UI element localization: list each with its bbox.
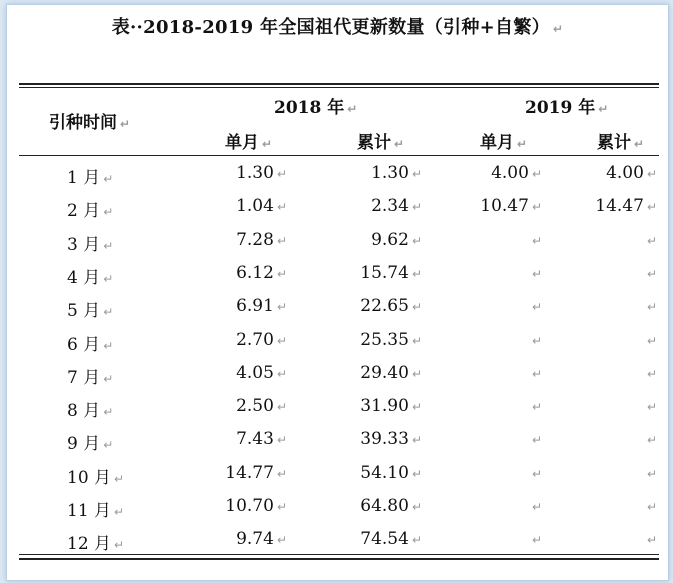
paragraph-mark-icon: ↵ (276, 300, 287, 315)
paragraph-mark-icon: ↵ (646, 266, 657, 281)
paragraph-mark-icon: ↵ (646, 200, 657, 215)
monthly-2019-cell (462, 429, 542, 449)
cumulative-2018-cell-text: 29.40 (360, 362, 409, 383)
monthly-2018-cell-text: 6.12 (236, 262, 274, 283)
header-rule (19, 155, 659, 156)
year-2019-header-text: 2019 年 (525, 98, 596, 118)
cumulative-2019-cell (567, 396, 657, 416)
paragraph-mark-icon: ↵ (646, 366, 657, 381)
monthly-2018-cell (207, 363, 287, 383)
cumulative-2018-cell-text: 1.30 (371, 163, 409, 183)
month-cell (67, 263, 137, 288)
paragraph-mark-icon: ↵ (646, 300, 657, 315)
monthly-2019-cell (462, 230, 542, 250)
paragraph-mark-icon: ↵ (634, 137, 645, 151)
paragraph-mark-icon: ↵ (103, 438, 114, 453)
year-2018-header (274, 93, 357, 118)
year-2018-header-text: 2018 年 (274, 98, 345, 118)
monthly-2019-header (480, 128, 527, 153)
month-cell (67, 463, 137, 488)
paragraph-mark-icon: ↵ (531, 366, 542, 381)
paragraph-mark-icon: ↵ (276, 233, 287, 248)
month-cell (67, 296, 137, 321)
cumulative-2018-cell-text: 74.54 (360, 529, 409, 550)
monthly-2018-cell-text: 14.77 (225, 462, 274, 483)
paragraph-mark-icon: ↵ (646, 466, 657, 481)
paragraph-mark-icon: ↵ (646, 167, 657, 181)
cumulative-2018-cell (332, 496, 422, 516)
cumulative-2018-cell (332, 429, 422, 449)
cumulative-2018-header-text: 累计 (357, 133, 391, 153)
cumulative-2018-cell (332, 463, 422, 483)
cumulative-2019-cell (567, 296, 657, 316)
cumulative-2018-cell-text: 22.65 (360, 296, 409, 317)
cumulative-2018-cell-text: 54.10 (360, 462, 409, 483)
paragraph-mark-icon: ↵ (646, 233, 657, 248)
monthly-2018-cell-text: 6.91 (236, 296, 274, 317)
paragraph-mark-icon: ↵ (598, 102, 609, 116)
paragraph-mark-icon: ↵ (531, 167, 542, 181)
paragraph-mark-icon: ↵ (103, 205, 114, 220)
monthly-2018-cell-text: 7.28 (236, 229, 274, 250)
cumulative-2018-cell-text: 25.35 (360, 329, 409, 350)
paragraph-mark-icon: ↵ (531, 433, 542, 448)
monthly-2018-cell-text: 4.05 (236, 362, 274, 383)
month-cell-text: 1 月 (67, 168, 101, 188)
year-2019-header (525, 93, 608, 118)
monthly-2019-cell (462, 496, 542, 516)
cumulative-2018-cell (332, 163, 422, 183)
paragraph-mark-icon: ↵ (531, 266, 542, 281)
month-cell-text: 7 月 (67, 367, 101, 388)
cumulative-2018-header (357, 128, 404, 153)
paragraph-mark-icon: ↵ (646, 333, 657, 348)
paragraph-mark-icon: ↵ (276, 466, 287, 481)
cumulative-2018-cell-text: 39.33 (360, 429, 409, 450)
cumulative-2019-cell (567, 363, 657, 383)
monthly-2018-header-text: 单月 (225, 133, 259, 153)
table-top-rule (19, 83, 659, 85)
paragraph-mark-icon: ↵ (103, 172, 114, 186)
monthly-2018-cell-text: 1.04 (236, 196, 274, 217)
monthly-2019-cell (462, 296, 542, 316)
paragraph-mark-icon: ↵ (276, 533, 287, 548)
monthly-2018-cell-text: 2.50 (236, 396, 274, 417)
paragraph-mark-icon: ↵ (276, 167, 287, 181)
paragraph-mark-icon: ↵ (531, 400, 542, 415)
cumulative-2019-cell-text: 4.00 (606, 163, 644, 183)
monthly-2018-cell (207, 496, 287, 516)
paragraph-mark-icon: ↵ (411, 533, 422, 548)
monthly-2019-cell (462, 529, 542, 549)
paragraph-mark-icon: ↵ (531, 233, 542, 248)
monthly-2019-cell (462, 263, 542, 283)
paragraph-mark-icon: ↵ (411, 500, 422, 514)
cumulative-2018-cell (332, 196, 422, 216)
monthly-2019-cell (462, 463, 542, 483)
monthly-2018-header (225, 128, 272, 153)
paragraph-mark-icon: ↵ (276, 400, 287, 415)
cumulative-2019-cell (567, 163, 657, 183)
paragraph-mark-icon: ↵ (276, 433, 287, 448)
paragraph-mark-icon: ↵ (531, 533, 542, 548)
monthly-2019-cell (462, 363, 542, 383)
table-bottom-rule-inner (19, 554, 659, 555)
paragraph-mark-icon: ↵ (262, 137, 273, 151)
paragraph-mark-icon: ↵ (531, 200, 542, 215)
cumulative-2019-cell (567, 496, 657, 516)
paragraph-mark-icon: ↵ (646, 400, 657, 415)
monthly-2019-cell (462, 163, 542, 183)
month-cell (67, 529, 137, 554)
month-cell-text: 4 月 (67, 267, 101, 288)
month-cell-text: 10 月 (67, 467, 112, 488)
monthly-2018-cell-text: 2.70 (236, 329, 274, 350)
monthly-2019-header-text: 单月 (480, 133, 514, 153)
paragraph-mark-icon: ↵ (531, 333, 542, 348)
paragraph-mark-icon: ↵ (120, 117, 131, 131)
month-cell (67, 429, 137, 454)
month-cell (67, 196, 137, 221)
monthly-2018-cell (207, 296, 287, 316)
paragraph-mark-icon: ↵ (646, 433, 657, 448)
month-cell (67, 163, 137, 188)
paragraph-mark-icon: ↵ (103, 405, 114, 420)
monthly-2018-cell (207, 463, 287, 483)
cumulative-2019-cell (567, 529, 657, 549)
month-cell-text: 2 月 (67, 201, 101, 222)
paragraph-mark-icon: ↵ (552, 22, 564, 36)
paragraph-mark-icon: ↵ (276, 366, 287, 381)
paragraph-mark-icon: ↵ (276, 266, 287, 281)
table-bottom-rule (19, 558, 659, 560)
paragraph-mark-icon: ↵ (411, 233, 422, 248)
paragraph-mark-icon: ↵ (114, 505, 125, 519)
monthly-2018-cell-text: 9.74 (236, 529, 274, 550)
paragraph-mark-icon: ↵ (347, 102, 358, 116)
monthly-2019-cell-text: 4.00 (491, 163, 529, 183)
paragraph-mark-icon: ↵ (646, 500, 657, 514)
paragraph-mark-icon: ↵ (394, 137, 405, 151)
paragraph-mark-icon: ↵ (276, 333, 287, 348)
paragraph-mark-icon: ↵ (517, 137, 528, 151)
monthly-2018-cell-text: 10.70 (225, 496, 274, 516)
cumulative-2018-cell-text: 2.34 (371, 196, 409, 217)
cumulative-2018-cell (332, 330, 422, 350)
cumulative-2018-cell (332, 263, 422, 283)
row-label-header (49, 108, 130, 133)
cumulative-2019-cell-text: 14.47 (595, 196, 644, 217)
cumulative-2019-cell (567, 196, 657, 216)
month-cell-text: 8 月 (67, 401, 101, 422)
paragraph-mark-icon: ↵ (646, 533, 657, 548)
cumulative-2019-header (597, 128, 644, 153)
table-top-rule-inner (19, 87, 659, 88)
paragraph-mark-icon: ↵ (276, 500, 287, 514)
month-cell-text: 5 月 (67, 301, 101, 322)
cumulative-2018-cell (332, 396, 422, 416)
month-cell (67, 496, 137, 521)
monthly-2018-cell (207, 330, 287, 350)
paragraph-mark-icon: ↵ (103, 305, 114, 320)
monthly-2019-cell (462, 330, 542, 350)
table-title-text: 表··2018-2019 年全国祖代更新数量（引种+自繁） (111, 17, 550, 38)
paragraph-mark-icon: ↵ (411, 366, 422, 381)
cumulative-2019-header-text: 累计 (597, 133, 631, 153)
cumulative-2018-cell (332, 363, 422, 383)
cumulative-2018-cell-text: 15.74 (360, 262, 409, 283)
paragraph-mark-icon: ↵ (411, 167, 422, 181)
paragraph-mark-icon: ↵ (103, 338, 114, 353)
month-cell-text: 9 月 (67, 434, 101, 455)
cumulative-2019-cell (567, 230, 657, 250)
paragraph-mark-icon: ↵ (411, 200, 422, 215)
cumulative-2019-cell (567, 429, 657, 449)
document-page (6, 4, 669, 581)
row-label-header-text: 引种时间 (49, 113, 117, 133)
month-cell (67, 230, 137, 255)
monthly-2018-cell (207, 163, 287, 183)
paragraph-mark-icon: ↵ (411, 266, 422, 281)
monthly-2018-cell (207, 230, 287, 250)
monthly-2018-cell-text: 7.43 (236, 429, 274, 450)
cumulative-2018-cell (332, 230, 422, 250)
monthly-2019-cell (462, 396, 542, 416)
paragraph-mark-icon: ↵ (103, 371, 114, 386)
month-cell-text: 12 月 (67, 534, 112, 555)
paragraph-mark-icon: ↵ (411, 300, 422, 315)
cumulative-2018-cell (332, 296, 422, 316)
monthly-2018-cell-text: 1.30 (236, 163, 274, 183)
paragraph-mark-icon: ↵ (114, 538, 125, 553)
month-cell (67, 396, 137, 421)
paragraph-mark-icon: ↵ (114, 471, 125, 486)
paragraph-mark-icon: ↵ (531, 300, 542, 315)
paragraph-mark-icon: ↵ (411, 466, 422, 481)
cumulative-2018-cell-text: 31.90 (360, 396, 409, 417)
cumulative-2019-cell (567, 330, 657, 350)
monthly-2018-cell (207, 396, 287, 416)
paragraph-mark-icon: ↵ (411, 333, 422, 348)
paragraph-mark-icon: ↵ (411, 433, 422, 448)
cumulative-2019-cell (567, 263, 657, 283)
paragraph-mark-icon: ↵ (411, 400, 422, 415)
paragraph-mark-icon: ↵ (276, 200, 287, 215)
month-cell-text: 11 月 (67, 501, 112, 521)
paragraph-mark-icon: ↵ (531, 500, 542, 514)
table-title (7, 13, 668, 39)
paragraph-mark-icon: ↵ (103, 271, 114, 286)
paragraph-mark-icon: ↵ (531, 466, 542, 481)
month-cell (67, 363, 137, 388)
monthly-2018-cell (207, 263, 287, 283)
monthly-2018-cell (207, 529, 287, 549)
monthly-2018-cell (207, 429, 287, 449)
month-cell (67, 330, 137, 355)
cumulative-2018-cell-text: 9.62 (371, 229, 409, 250)
monthly-2019-cell-text: 10.47 (480, 196, 529, 217)
monthly-2018-cell (207, 196, 287, 216)
month-cell-text: 6 月 (67, 334, 101, 355)
month-cell-text: 3 月 (67, 234, 101, 255)
cumulative-2019-cell (567, 463, 657, 483)
paragraph-mark-icon: ↵ (103, 238, 114, 253)
monthly-2019-cell (462, 196, 542, 216)
cumulative-2018-cell (332, 529, 422, 549)
cumulative-2018-cell-text: 64.80 (360, 496, 409, 516)
